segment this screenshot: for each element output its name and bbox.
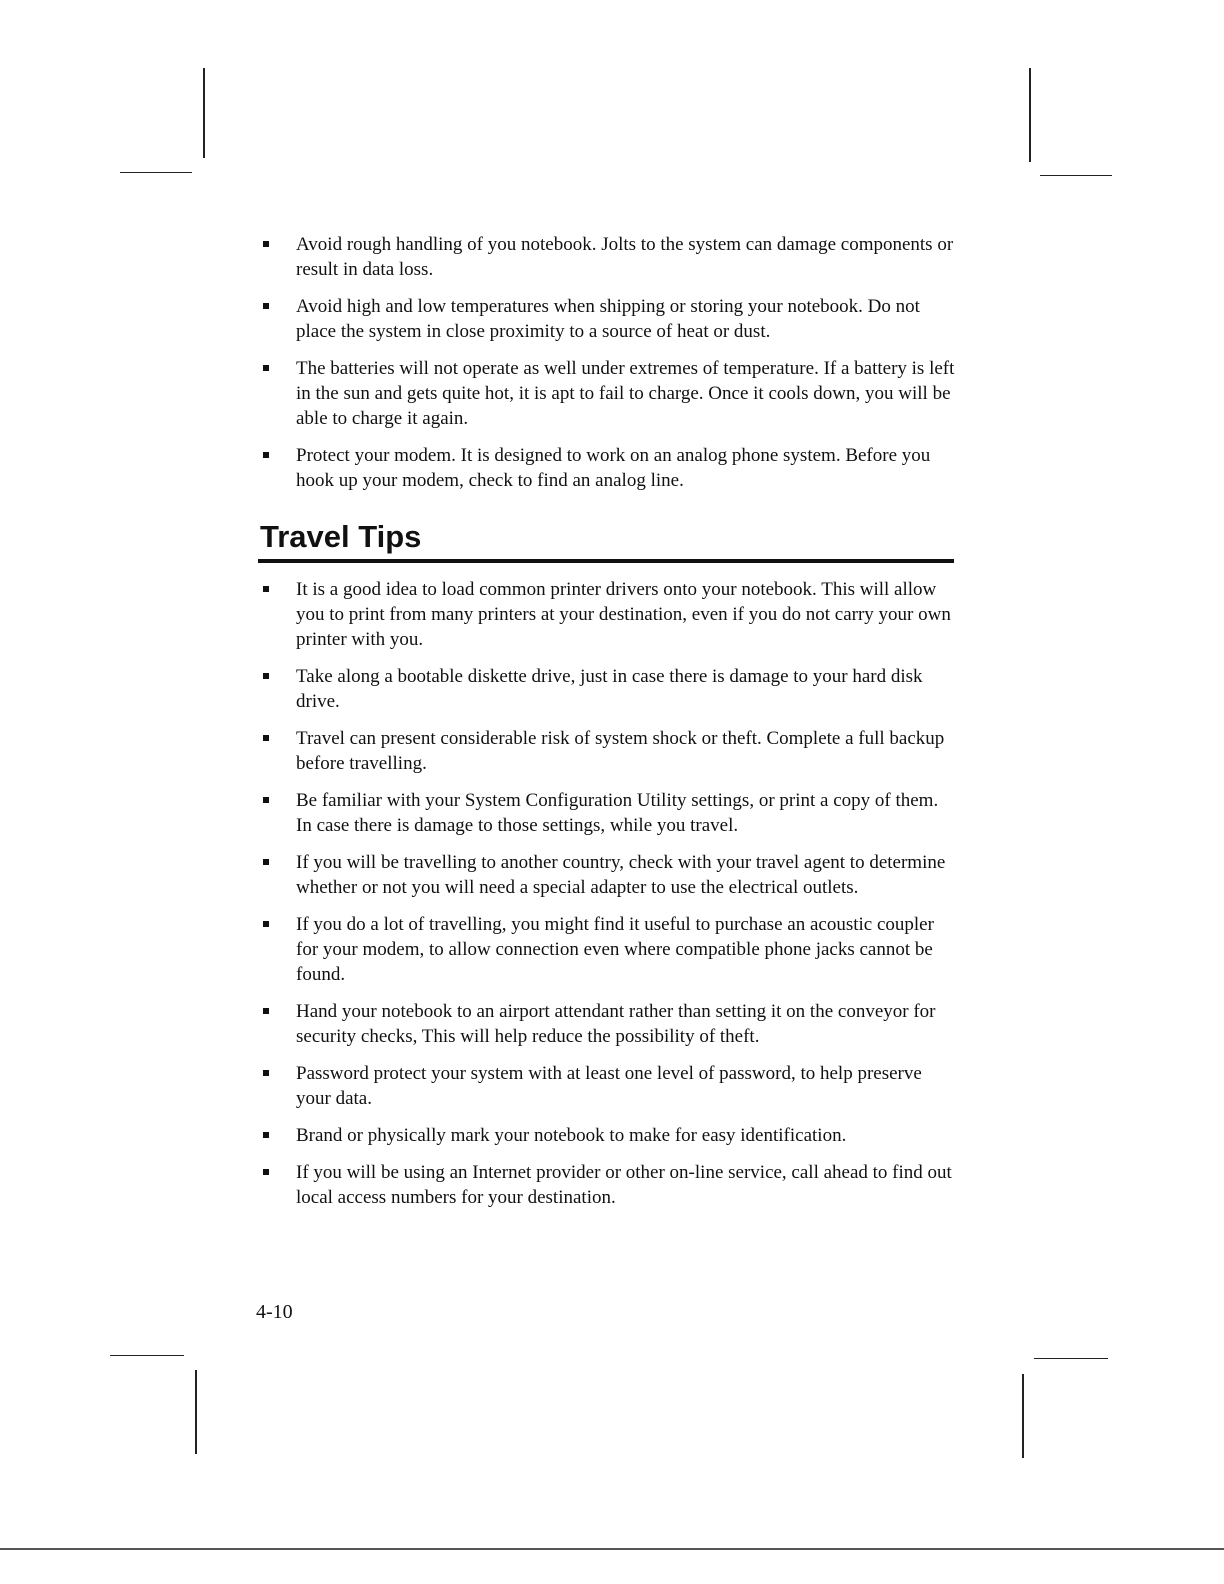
list-item: [258, 850, 958, 900]
list-item-text: Be familiar with your System Configuration Utility settings, or print a copy of them. In case there is damage to those settings, while you travel.: [296, 790, 939, 836]
list-item: [258, 788, 958, 838]
list-item-text: Brand or physically mark your notebook to make for easy identification.: [296, 1125, 847, 1146]
crop-mark-top-left-vertical: [203, 68, 205, 158]
list-item: [258, 1061, 958, 1111]
bullet-marker: [263, 365, 269, 371]
list-item: [258, 294, 958, 344]
scan-bottom-edge-line: [0, 1548, 1224, 1550]
bullet-marker: [263, 1169, 269, 1175]
bullet-marker: [263, 241, 269, 247]
crop-mark-bottom-left-vertical: [195, 1370, 197, 1454]
list-item-text: Hand your notebook to an airport attendant rather than setting it on the conveyor for security checks, This will help reduce the possibility of theft.: [296, 1001, 936, 1047]
list-item: [258, 664, 958, 714]
bullet-marker: [263, 921, 269, 927]
crop-mark-top-right-horizontal: [1040, 175, 1112, 176]
bullet-marker: [263, 303, 269, 309]
list-item: [258, 912, 958, 987]
list-item: [258, 726, 958, 776]
heading-rule: [258, 559, 954, 563]
section-heading: Travel Tips: [260, 519, 422, 554]
bullet-marker: [263, 859, 269, 865]
page-content: [258, 232, 958, 1222]
list-item-text: Password protect your system with at least one level of password, to help preserve your data.: [296, 1063, 922, 1109]
list-item-text: It is a good idea to load common printer drivers onto your notebook. This will allow you to print from many printers at your destination, even if you do not carry your own printer with you.: [296, 579, 951, 650]
bullet-marker: [263, 1070, 269, 1076]
crop-mark-bottom-right-horizontal: [1034, 1358, 1108, 1359]
handling-bullet-list: [258, 232, 958, 493]
crop-mark-bottom-right-vertical: [1022, 1374, 1024, 1458]
list-item: [258, 1123, 958, 1148]
list-item: [258, 443, 958, 493]
list-item-text: The batteries will not operate as well under extremes of temperature. If a battery is left in the sun and gets quite hot, it is apt to fail to charge. Once it cools down, you will be able to charge it again.: [296, 358, 955, 429]
list-item: [258, 356, 958, 431]
list-item: [258, 232, 958, 282]
list-item: [258, 1160, 958, 1210]
list-item: [258, 577, 958, 652]
list-item: [258, 999, 958, 1049]
crop-mark-top-right-vertical: [1029, 68, 1031, 162]
bullet-marker: [263, 452, 269, 458]
list-item-text: If you do a lot of travelling, you might find it useful to purchase an acoustic coupler for your modem, to allow connection even where compatible phone jacks cannot be found.: [296, 914, 934, 985]
crop-mark-top-left-horizontal: [120, 172, 192, 173]
page-number: 4-10: [256, 1301, 293, 1323]
list-item-text: Protect your modem. It is designed to work on an analog phone system. Before you hook up your modem, check to find an analog line.: [296, 445, 931, 491]
crop-mark-bottom-left-horizontal: [110, 1355, 184, 1356]
list-item-text: Travel can present considerable risk of system shock or theft. Complete a full backup before travelling.: [296, 728, 945, 774]
list-item-text: Avoid rough handling of you notebook. Jolts to the system can damage components or result in data loss.: [296, 234, 954, 280]
bullet-marker: [263, 673, 269, 679]
list-item-text: If you will be travelling to another country, check with your travel agent to determine whether or not you will need a special adapter to use the electrical outlets.: [296, 852, 946, 898]
list-item-text: Take along a bootable diskette drive, just in case there is damage to your hard disk drive.: [296, 666, 923, 712]
bullet-marker: [263, 1008, 269, 1014]
bullet-marker: [263, 735, 269, 741]
bullet-marker: [263, 586, 269, 592]
list-item-text: If you will be using an Internet provider or other on-line service, call ahead to find out local access numbers for your destination.: [296, 1162, 952, 1208]
list-item-text: Avoid high and low temperatures when shipping or storing your notebook. Do not place the system in close proximity to a source of heat or dust.: [296, 296, 920, 342]
travel-tips-list: [258, 577, 958, 1210]
bullet-marker: [263, 1132, 269, 1138]
bullet-marker: [263, 797, 269, 803]
